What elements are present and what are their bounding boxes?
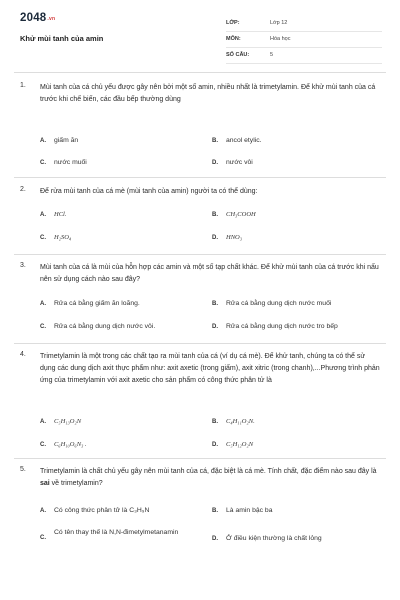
option-text: C₅H₁₃O₂N — [54, 418, 82, 425]
option-b[interactable] — [212, 506, 272, 516]
meta-value: Lớp 12 — [270, 20, 288, 26]
option-text: C₆H₁₀O₆N₃ . — [54, 441, 87, 448]
option-d[interactable] — [212, 322, 338, 332]
option-c[interactable] — [40, 233, 71, 243]
meta-table — [226, 16, 382, 64]
question-text: Trimetylamin là một trong các chất tạo ra mùi tanh của cá (ví dụ cá mè). Để khử tanh, chúng ta có thể sử dụng các dung dịch axit thực phẩm như: axit axetic (trong giấm), axit xitric (trong chanh),...Phương trình phản ứng của trimetylamin với axit axetic cho sản phẩm có công thức phân tử là — [40, 353, 380, 384]
option-text: Có công thức phân tử là C₃H₉N — [54, 507, 150, 514]
option-key: A. — [40, 138, 46, 144]
option-text: Rửa cá bằng dung dịch nước vôi. — [54, 323, 156, 330]
question-emphasis: sai — [40, 480, 50, 487]
option-text: C₅H₁₂O₂N — [226, 441, 254, 448]
divider — [14, 254, 386, 255]
option-b[interactable] — [212, 210, 256, 220]
option-text: Ở điều kiện thường là chất lỏng — [226, 535, 322, 542]
option-c[interactable] — [40, 158, 87, 168]
option-key: D. — [212, 160, 218, 166]
option-key: B. — [212, 138, 218, 144]
option-key: D. — [212, 536, 218, 542]
option-key: A. — [40, 508, 46, 514]
question-number: 1. — [20, 82, 26, 89]
option-d[interactable] — [212, 440, 253, 450]
meta-label: LỚP: — [226, 20, 240, 26]
option-text: nước muối — [54, 159, 87, 166]
divider — [14, 72, 386, 73]
option-text: Rửa cá bằng giấm ăn loãng. — [54, 300, 140, 307]
site-logo[interactable] — [20, 12, 55, 24]
option-b[interactable] — [212, 136, 262, 146]
option-text: HNO₃ — [226, 234, 242, 241]
option-key: B. — [212, 508, 218, 514]
meta-row-count — [226, 48, 382, 64]
option-key: C. — [40, 160, 46, 166]
option-d[interactable] — [212, 534, 322, 544]
logo-text: 2048 — [20, 12, 47, 24]
option-c[interactable] — [40, 322, 155, 332]
option-text: C₄H₁₁O₂N. — [226, 418, 255, 425]
option-c[interactable] — [40, 440, 87, 450]
option-key: C. — [40, 535, 46, 541]
option-a[interactable] — [40, 210, 66, 220]
logo-domain: .vn — [47, 16, 56, 22]
option-text: Rửa cá bằng dung dịch nước tro bếp — [226, 323, 338, 330]
question-text: Mùi tanh của cá là mùi của hỗn hợp các amin và một số tạp chất khác. Để khử mùi tanh của cá trước khi nấu nên sử dụng cách nào sau đây? — [40, 264, 379, 283]
question-2 — [20, 186, 380, 248]
option-text: H₂SO₄ — [54, 234, 72, 241]
page-title: Khử mùi tanh của amin — [20, 34, 104, 43]
meta-label: SỐ CÂU: — [226, 52, 250, 58]
option-a[interactable] — [40, 136, 78, 146]
divider — [14, 343, 386, 344]
option-d[interactable] — [212, 158, 253, 168]
option-key: B. — [212, 212, 218, 218]
option-d[interactable] — [212, 233, 242, 243]
option-a[interactable] — [40, 299, 140, 309]
question-number: 3. — [20, 262, 26, 269]
option-text: Là amin bậc ba — [226, 507, 273, 514]
option-text: nước vôi — [226, 159, 253, 166]
question-number: 4. — [20, 351, 26, 358]
question-text-part: Trimetylamin là chất chủ yếu gây nên mùi tanh của cá, đặc biệt là cá mè. Tính chất, đặc điểm nào sau đây là — [40, 468, 377, 475]
meta-row-subject — [226, 32, 382, 48]
option-a[interactable] — [40, 506, 149, 516]
option-key: D. — [212, 235, 218, 241]
option-key: C. — [40, 235, 46, 241]
option-b[interactable] — [212, 417, 255, 427]
option-a[interactable] — [40, 417, 81, 427]
question-4 — [20, 351, 380, 455]
option-key: D. — [212, 442, 218, 448]
question-5 — [20, 466, 380, 566]
question-3 — [20, 262, 380, 340]
meta-value: 5 — [270, 52, 274, 58]
option-text: giấm ăn — [54, 137, 79, 144]
option-key: C. — [40, 442, 46, 448]
divider — [14, 458, 386, 459]
header — [20, 12, 382, 70]
meta-value: Hóa học — [270, 36, 291, 42]
option-key: A. — [40, 301, 46, 307]
option-key: A. — [40, 419, 46, 425]
question-text — [40, 466, 380, 490]
option-text: ancol etylic. — [226, 137, 262, 144]
divider — [14, 177, 386, 178]
question-text: Mùi tanh của cá chủ yếu được gây nên bởi một số amin, nhiều nhất là trimetylamin. Để khử mùi tanh của cá trước khi chế biến, các đầu bếp thường dùng — [40, 84, 376, 103]
meta-row-class — [226, 16, 382, 32]
option-b[interactable] — [212, 299, 331, 309]
option-key: B. — [212, 301, 218, 307]
option-key: A. — [40, 212, 46, 218]
option-key: B. — [212, 419, 218, 425]
question-text: Để rửa mùi tanh của cá mè (mùi tanh của amin) người ta có thể dùng: — [40, 188, 258, 195]
question-text-part: về trimetylamin? — [49, 480, 103, 487]
option-text: CH₃COOH — [226, 211, 256, 218]
option-text: Rửa cá bằng dung dịch nước muối — [226, 300, 332, 307]
question-number: 2. — [20, 186, 26, 193]
option-key: D. — [212, 324, 218, 330]
option-c[interactable] — [40, 528, 190, 541]
option-text: HCl. — [54, 211, 67, 218]
option-key: C. — [40, 324, 46, 330]
meta-label: MÔN: — [226, 36, 241, 42]
question-1 — [20, 82, 380, 172]
option-text: Có tên thay thế là N,N-đimetylmetanamin — [54, 529, 179, 536]
question-number: 5. — [20, 466, 26, 473]
